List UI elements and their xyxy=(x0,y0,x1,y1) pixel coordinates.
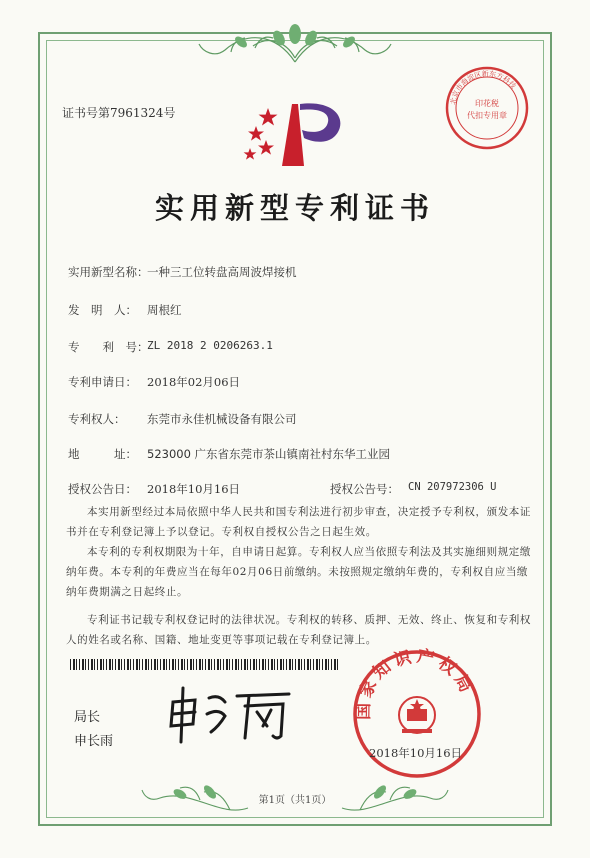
inventor-label: 发 明 人： xyxy=(68,303,137,317)
certificate-number: 证书号第7961324号 xyxy=(62,106,176,120)
svg-text:印花税: 印花税 xyxy=(475,99,499,108)
grant-number-label: 授权公告号： xyxy=(330,482,399,496)
address-value: 523000 广东省东莞市茶山镇南社村东华工业园 xyxy=(147,447,391,461)
application-date-value: 2018年02月06日 xyxy=(147,375,241,389)
official-seal-text: 国家知识产权局 xyxy=(353,647,478,721)
director-signature xyxy=(165,684,295,744)
director-title: 局长 xyxy=(74,710,101,725)
patent-number-label: 专 利 号： xyxy=(68,340,149,354)
seal-date: 2018年10月16日 xyxy=(369,746,463,760)
name-label: 实用新型名称： xyxy=(68,265,149,279)
application-date-label: 专利申请日： xyxy=(68,375,137,389)
address-label: 地 址： xyxy=(68,447,137,461)
patent-number-value: ZL 2018 2 0206263.1 xyxy=(147,339,273,352)
tax-stamp-ring-text: 北京市海淀区新东方科技 xyxy=(449,69,518,106)
patentee-label: 专利权人： xyxy=(68,412,126,426)
body-paragraph-2: 本专利的专利权期限为十年，自申请日起算。专利权人应当依照专利法及其实施细则规定缴纳年费。本专利的年费应当在每年02月06日前缴纳。未按照规定缴纳年费的，专利权自应当缴纳年费期满之日起终止。 xyxy=(66,546,531,598)
inventor-value: 周根红 xyxy=(147,303,182,317)
svg-text:代扣专用章: 代扣专用章 xyxy=(467,111,507,120)
grant-date-label: 授权公告日： xyxy=(68,482,137,496)
patent-office-logo xyxy=(238,96,354,174)
body-paragraph-1: 本实用新型经过本局依照中华人民共和国专利法进行初步审查，决定授予专利权，颁发本证书并在专利登记簿上予以登记。专利权自授权公告之日起生效。 xyxy=(66,506,531,538)
barcode xyxy=(70,659,340,670)
tax-stamp xyxy=(443,64,531,152)
top-ornament xyxy=(195,22,395,66)
page-footer: 第1页（共1页） xyxy=(258,795,332,806)
certificate-title: 实用新型专利证书 xyxy=(154,191,435,225)
patentee-value: 东莞市永佳机械设备有限公司 xyxy=(147,412,297,426)
certificate-body xyxy=(66,502,536,650)
body-paragraph-3: 专利证书记载专利权登记时的法律状况。专利权的转移、质押、无效、终止、恢复和专利权人的姓名或名称、国籍、地址变更等事项记载在专利登记簿上。 xyxy=(66,614,531,646)
grant-number-value: CN 207972306 U xyxy=(408,481,497,493)
name-value: 一种三工位转盘高周波焊接机 xyxy=(147,265,297,279)
grant-date-value: 2018年10月16日 xyxy=(147,482,241,496)
director-name: 申长雨 xyxy=(74,734,114,749)
